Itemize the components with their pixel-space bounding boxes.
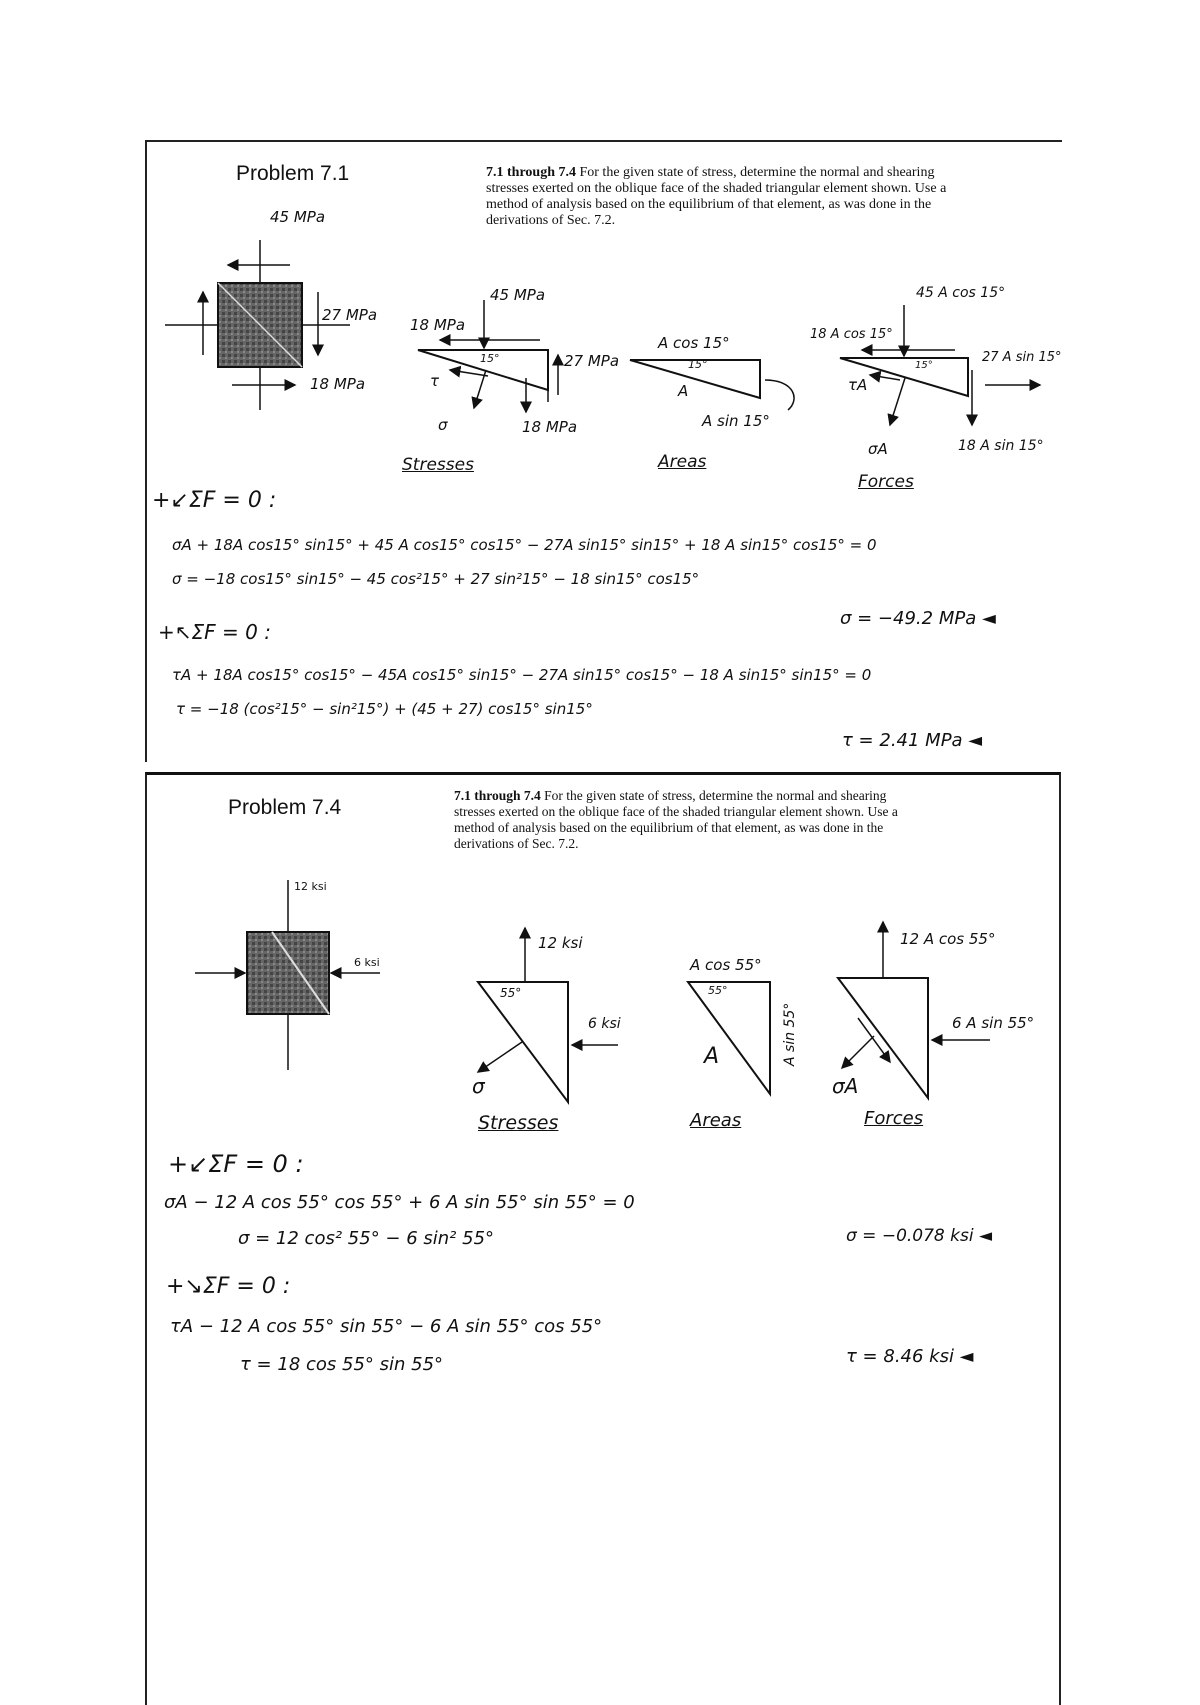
eq2-header-7-4: +↘ΣF = 0 : [166,1274,291,1299]
areas-caption: Areas [658,452,707,472]
areas-angle-label: 15° [688,358,708,371]
stresses-sigma-arrow-7-4 [478,1042,522,1072]
stresses-right-label: 27 MPa [564,352,620,370]
element-bottom-label: 18 MPa [310,375,366,393]
stresses-right-label-7-4: 6 ksi [588,1016,621,1032]
areas-caption-7-4: Areas [690,1110,742,1131]
areas-side-label-7-4 [742,963,798,1066]
eq2-line-2: τ = −18 (cos²15° − sin²15°) + (45 + 27) cos15° sin15° [176,700,593,718]
areas-side-text-7-4: A sin 55° [782,1002,798,1066]
forces-top-label: 45 A cos 15° [916,285,1006,301]
stresses-bottom-label: 18 MPa [522,418,578,436]
eq2-answer: τ = 2.41 MPa ◄ [842,730,983,751]
statement-line-1: For the given state of stress, determine the normal and shearing [579,165,935,180]
forces-right-label: 27 A sin 15° [982,350,1062,365]
eq1-header: +↙ΣF = 0 : [152,488,277,513]
stresses-sigma-label-7-4: σ [472,1074,485,1098]
statement-line-4: derivations of Sec. 7.2. [454,836,579,851]
eq1-line-2: σ = −18 cos15° sin15° − 45 cos²15° + 27 sin²15° − 18 sin15° cos15° [172,570,700,588]
statement-line-1: For the given state of stress, determine the normal and shearing [544,788,887,803]
statement-lead: 7.1 through 7.4 [486,165,576,180]
forces-bottom-label: 18 A sin 15° [958,438,1044,454]
forces-right-label-7-4: 6 A sin 55° [952,1014,1035,1032]
stresses-angle-label-7-4: 55° [500,986,522,1000]
forces-caption: Forces [858,472,914,492]
eq1-answer: σ = −49.2 MPa ◄ [840,608,996,629]
stresses-caption: Stresses [402,455,474,475]
stresses-top-label-7-4: 12 ksi [538,934,583,952]
forces-sigma-arrow-7-4 [842,1036,874,1068]
eq1-line-2-7-4: σ = 12 cos² 55° − 6 sin² 55° [238,1228,495,1249]
areas-center-label-7-4: A [704,1044,720,1069]
stresses-angle-label: 15° [480,352,500,365]
eq1-header-7-4: +↙ΣF = 0 : [168,1150,304,1178]
stresses-caption-7-4: Stresses [478,1112,559,1134]
forces-tau-label: τA [848,376,868,394]
element-top-label-7-4: 12 ksi [294,880,327,893]
stresses-sigma-label: σ [438,416,448,434]
eq2-line-1: τA + 18A cos15° cos15° − 45A cos15° sin15° − 27A sin15° cos15° − 18 A sin15° sin15° = 0 [172,666,872,684]
areas-top-label-7-4: A cos 55° [690,956,762,974]
statement-lead: 7.1 through 7.4 [454,788,541,803]
eq2-header: +↖ΣF = 0 : [158,620,271,644]
forces-sigma-label-7-4: σA [832,1074,859,1098]
stresses-triangle-7-4 [478,982,568,1102]
eq2-line-2-7-4: τ = 18 cos 55° sin 55° [240,1354,444,1375]
forces-caption-7-4: Forces [864,1108,924,1129]
statement-line-3: method of analysis based on the equilibrium of that element, as was done in the [486,197,932,212]
areas-top-label: A cos 15° [658,334,730,352]
element-right-label-7-4: 6 ksi [354,956,380,969]
stresses-top-label: 45 MPa [490,286,546,304]
eq2-line-1-7-4: τA − 12 A cos 55° sin 55° − 6 A sin 55° cos 55° [170,1316,603,1337]
statement-line-2: stresses exerted on the oblique face of the shaded triangular element shown. Use a [454,804,898,819]
eq1-line-1-7-4: σA − 12 A cos 55° cos 55° + 6 A sin 55° sin 55° = 0 [164,1192,635,1213]
eq1-line-1: σA + 18A cos15° sin15° + 45 A cos15° cos15° − 27A sin15° sin15° + 18 A sin15° cos15° = 0 [172,536,877,554]
problem-7-1-title: Problem 7.1 [236,162,350,185]
eq1-answer-7-4: σ = −0.078 ksi ◄ [846,1226,993,1246]
forces-left-label: 18 A cos 15° [810,327,893,342]
forces-sigma-label: σA [868,440,888,458]
statement-line-2: stresses exerted on the oblique face of the shaded triangular element shown. Use a [486,181,947,196]
statement-line-4: derivations of Sec. 7.2. [486,213,616,228]
element-right-label: 27 MPa [322,306,378,324]
stresses-left-label: 18 MPa [410,316,466,334]
eq2-answer-7-4: τ = 8.46 ksi ◄ [846,1346,974,1367]
statement-line-3: method of analysis based on the equilibrium of that element, as was done in the [454,820,884,835]
stress-element-square-7-4 [247,932,329,1014]
areas-side-label: A sin 15° [702,412,770,430]
element-top-label: 45 MPa [270,208,326,226]
stresses-tau-label: τ [430,372,440,390]
forces-angle-label: 15° [915,360,933,371]
areas-center-label: A [678,382,689,400]
areas-angle-label-7-4: 55° [708,984,728,997]
forces-top-label-7-4: 12 A cos 55° [900,930,996,948]
problem-7-4-title: Problem 7.4 [228,796,342,819]
